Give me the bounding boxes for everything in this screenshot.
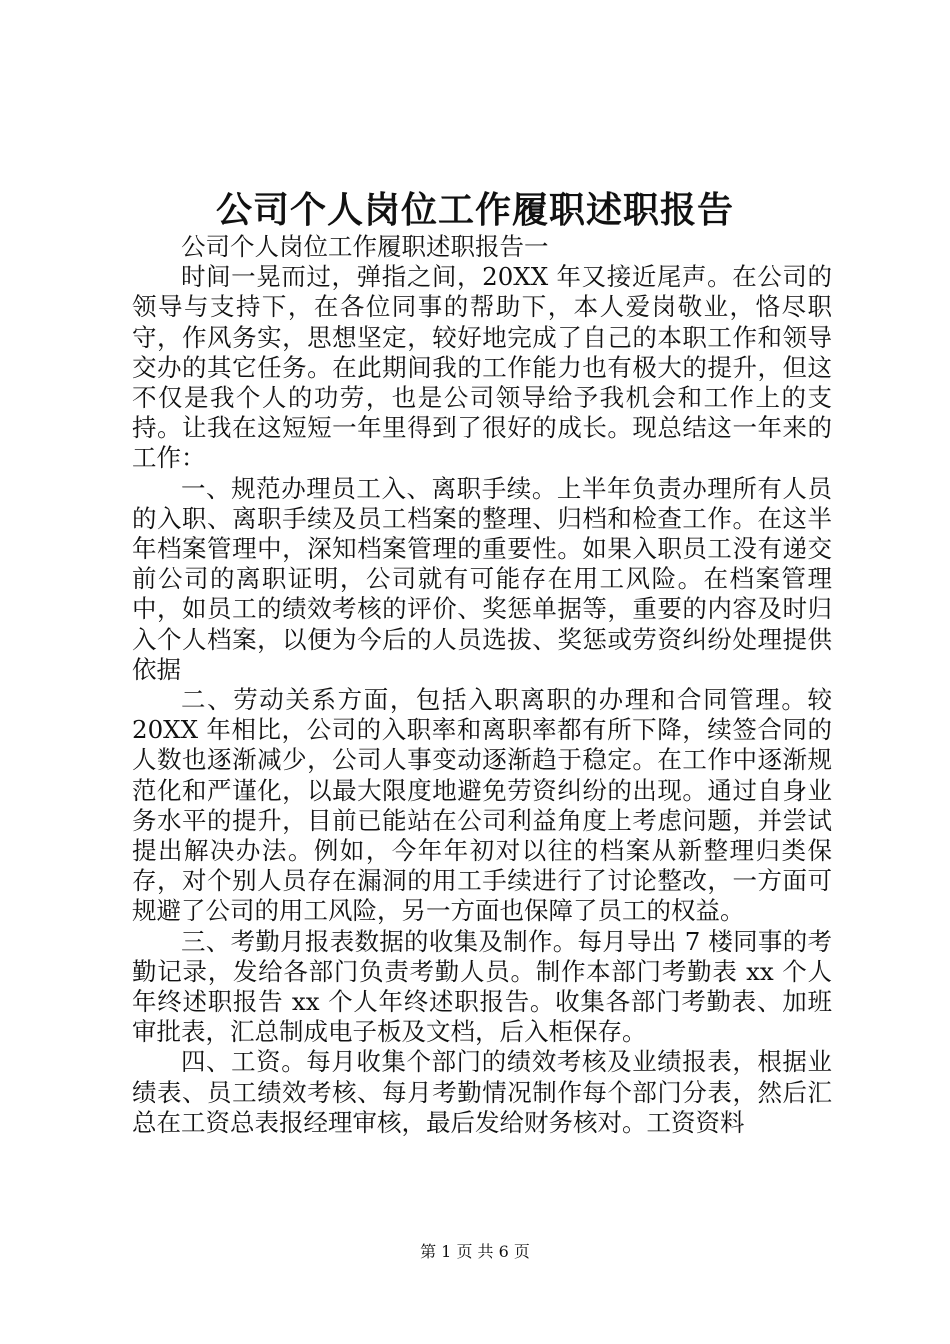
page-number-footer: 第 1 页 共 6 页 bbox=[420, 1242, 530, 1261]
paragraph-section-2: 二、劳动关系方面，包括入职离职的办理和合同管理。较 20XX 年相比，公司的入职率和离职率都有所下降，续签合同的人数也逐渐减少，公司人事变动逐渐趋于稳定。在工作中逐渐规范化和严谨化，以最大限度地避免劳资纠纷的出现。通过自身业务水平的提升，目前已能站在公司利益角度上考虑问题，并尝试提出解决办法。例如，今年年初对以往的档案从新整理归类保存，对个别人员存在漏洞的用工手续进行了讨论整改，一方面可规避了公司的用工风险，另一方面也保障了员工的权益。 bbox=[132, 685, 832, 926]
paragraph-intro: 时间一晃而过，弹指之间，20XX 年又接近尾声。在公司的领导与支持下，在各位同事的帮助下，本人爱岗敬业，恪尽职守，作风务实，思想坚定，较好地完成了自己的本职工作和领导交办的其它任务。在此期间我的工作能力也有极大的提升，但这不仅是我个人的功劳，也是公司领导给予我机会和工作上的支持。让我在这短短一年里得到了很好的成长。现总结这一年来的工作： bbox=[132, 262, 832, 473]
document-body bbox=[132, 232, 832, 1138]
paragraph-section-1: 一、规范办理员工入、离职手续。上半年负责办理所有人员的入职、离职手续及员工档案的整理、归档和检查工作。在这半年档案管理中，深知档案管理的重要性。如果入职员工没有递交前公司的离职证明，公司就有可能存在用工风险。在档案管理中，如员工的绩效考核的评价、奖惩单据等，重要的内容及时归入个人档案，以便为今后的人员选拔、奖惩或劳资纠纷处理提供依据 bbox=[132, 473, 832, 684]
document-title: 公司个人岗位工作履职述职报告 bbox=[215, 189, 734, 231]
section-heading: 公司个人岗位工作履职述职报告一 bbox=[181, 232, 549, 261]
paragraph-section-4: 四、工资。每月收集个部门的绩效考核及业绩报表，根据业绩表、员工绩效考核、每月考勤情况制作每个部门分表，然后汇总在工资总表报经理审核，最后发给财务核对。工资资料 bbox=[132, 1047, 832, 1137]
paragraph-section-3: 三、考勤月报表数据的收集及制作。每月导出 7 楼同事的考勤记录，发给各部门负责考勤人员。制作本部门考勤表 xx 个人年终述职报告 xx 个人年终述职报告。收集各部门考勤表、加班审批表，汇总制成电子板及文档，后入柜保存。 bbox=[132, 926, 832, 1047]
